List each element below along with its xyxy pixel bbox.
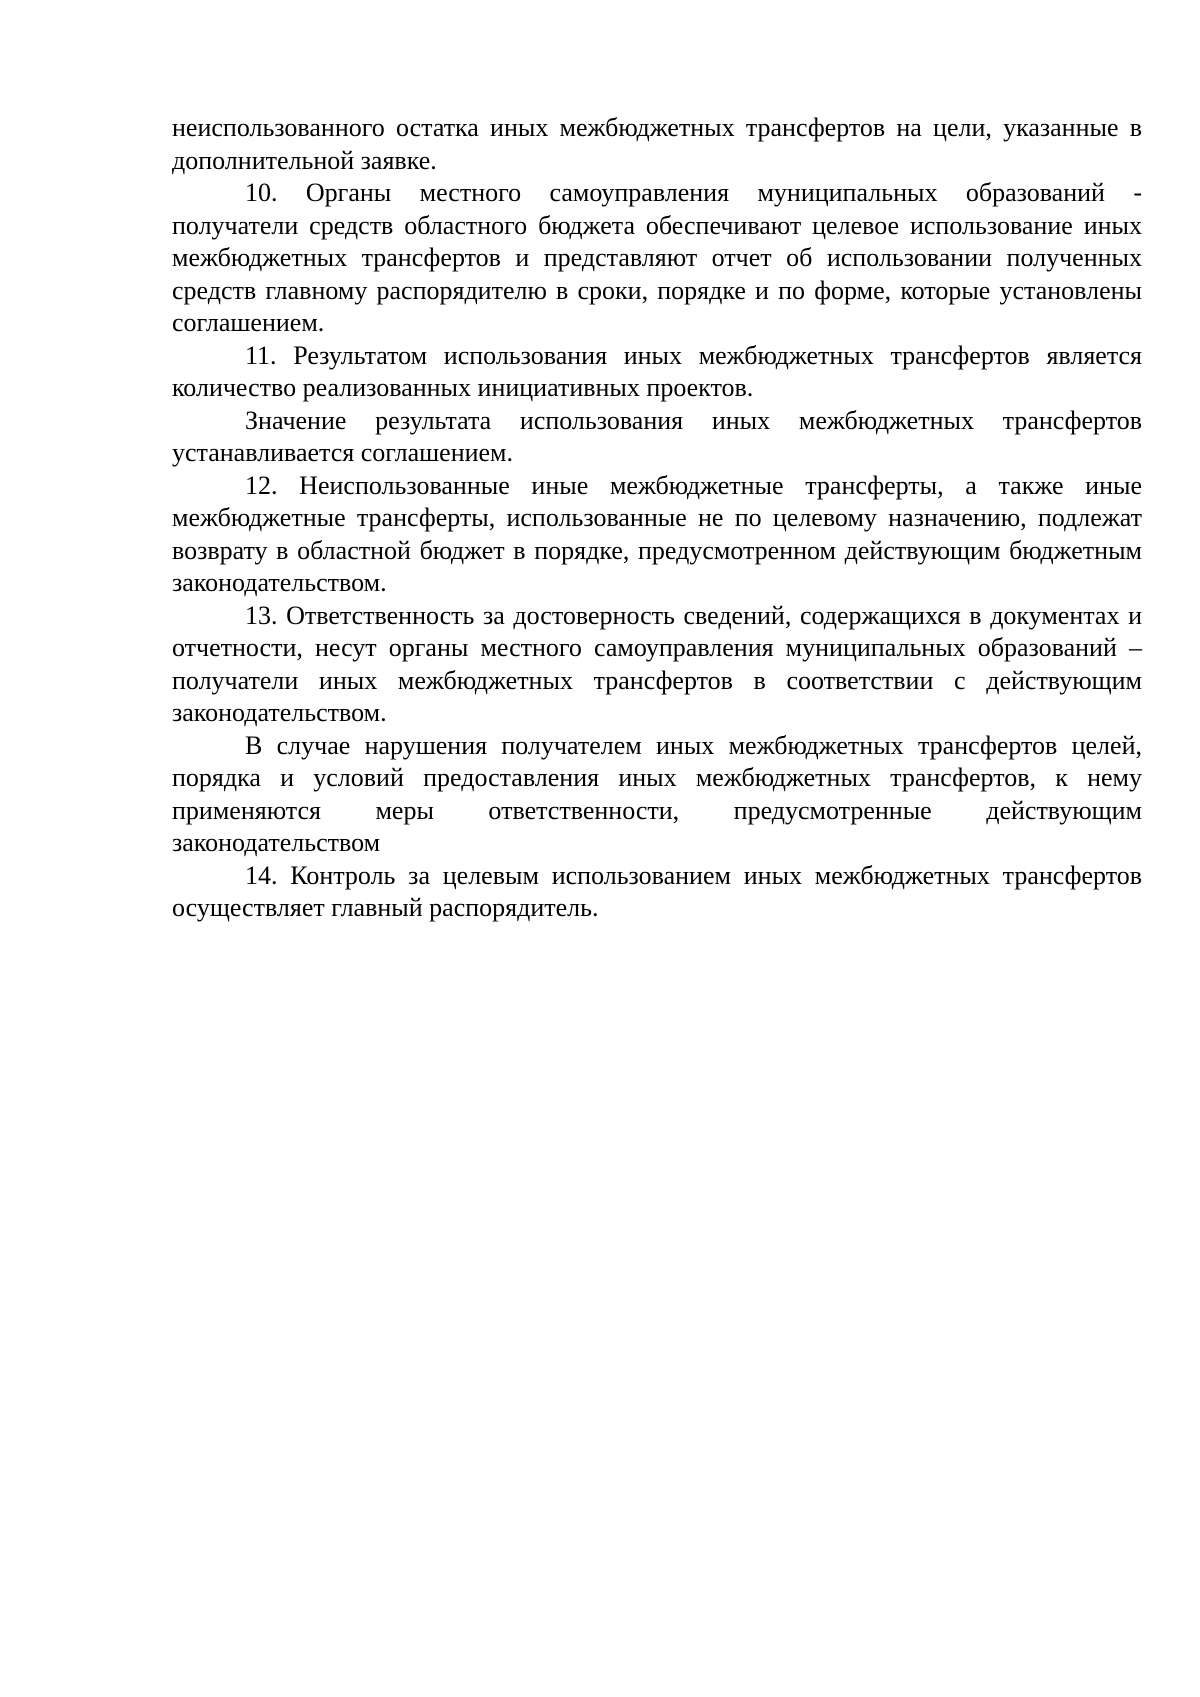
paragraph-item-10: 10. Органы местного самоуправления муниципальных образований - получатели средств областного бюджета обеспечивают целевое использование иных межбюджетных трансфертов и представляют отчет об использовании полученных средств главному распорядителю в сроки, порядке и по форме, которые установлены соглашением. [172,178,1142,337]
paragraph-item-14: 14. Контроль за целевым использованием иных межбюджетных трансфертов осуществляет главный распорядитель. [172,860,1142,922]
document-body [172,112,1142,925]
paragraph-result-value: Значение результата использования иных межбюджетных трансфертов устанавливается соглашением. [172,405,1142,467]
paragraph-item-11: 11. Результатом использования иных межбюджетных трансфертов является количество реализованных инициативных проектов. [172,340,1142,402]
paragraph-liability: В случае нарушения получателем иных межбюджетных трансфертов целей, порядка и условий предоставления иных межбюджетных трансфертов, к нему применяются меры ответственности, предусмотренные действующим законодательством [172,730,1142,857]
paragraph-item-13: 13. Ответственность за достоверность сведений, содержащихся в документах и отчетности, несут органы местного самоуправления муниципальных образований – получатели иных межбюджетных трансфертов в соответствии с действующим законодательством. [172,600,1142,727]
paragraph-continuation: неиспользованного остатка иных межбюджетных трансфертов на цели, указанные в дополнительной заявке. [172,113,1142,175]
paragraph-item-12: 12. Неиспользованные иные межбюджетные трансферты, а также иные межбюджетные трансферты, использованные не по целевому назначению, подлежат возврату в областной бюджет в порядке, предусмотренном действующим бюджетным законодательством. [172,470,1142,597]
